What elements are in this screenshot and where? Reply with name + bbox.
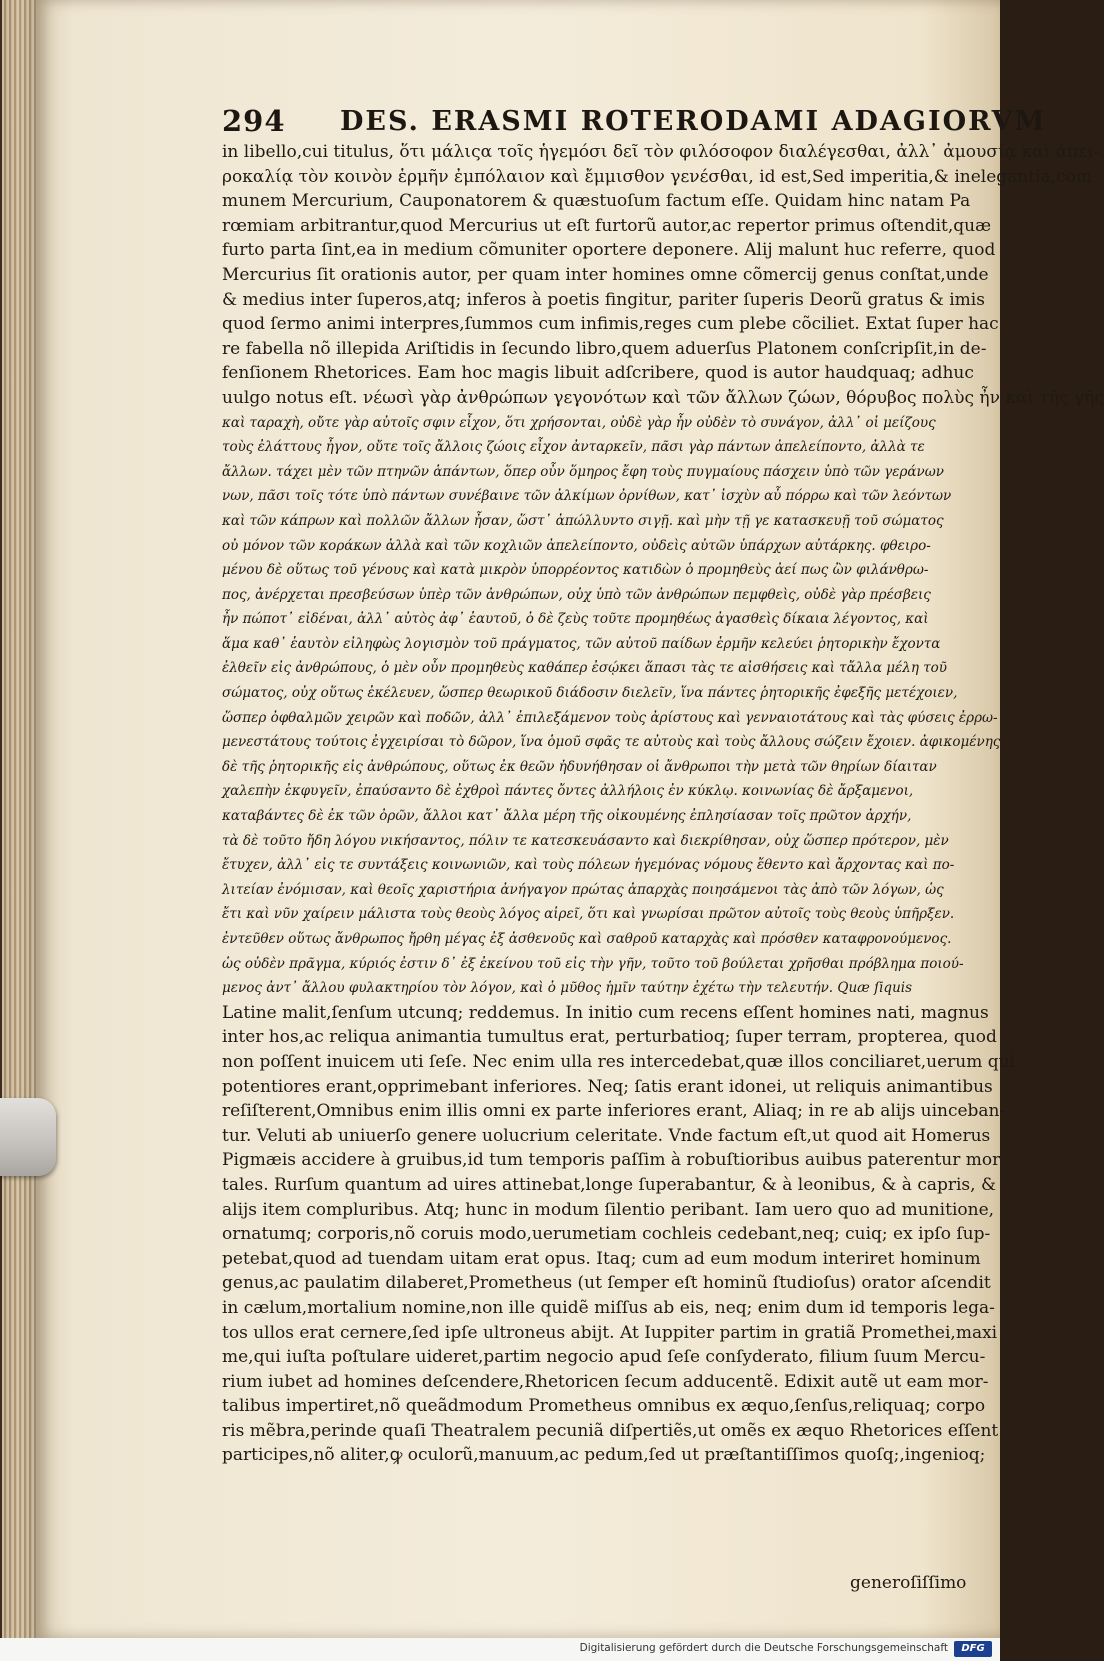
funding-credit: Digitalisierung gefördert durch die Deutsche Forschungsgemeinschaft: [579, 1642, 948, 1654]
page-header: [222, 104, 1047, 140]
greek-line: νων, πᾶσι τοῖς τότε ὑπὸ πάντων συνέβαινε τῶν ἀλκίμων ὀρνίθων, κατ᾽ ἰσχὺν αὖ πόρρω καὶ τῶν λεόντων: [222, 488, 952, 505]
greek-line: ὥσπερ ὀφθαλμῶν χειρῶν καὶ ποδῶν, ἀλλ᾽ ἐπιλεξάμενον τοὺς ἀρίστους καὶ γενναιοτάτους καὶ τὰς φύσεις ἐρρω-: [222, 709, 998, 726]
greek-line: τοὺς ἐλάττους ἦγον, οὔτε τοῖς ἄλλοις ζώοις εἶχον ἀνταρκεῖν, πᾶσι γὰρ πάντων ἀπελείποντο, ἀλλὰ τε: [222, 439, 925, 456]
running-head: DES. ERASMI ROTERODAMI ADAGIORVM: [340, 106, 1047, 137]
greek-line: ὡς οὐδὲν πρᾶγμα, κύριός ἐστιν δ᾽ ἐξ ἐκείνου τοῦ εἰς τὴν γῆν, τοῦτο τοῦ βούλεται χρῆσθαι πρόβλημα ποιού-: [222, 955, 964, 972]
text-line: quod ſermo animi interpres,ſummos cum infimis,reges cum plebe cõciliet. Extat ſuper hac: [222, 314, 999, 335]
text-line: tales. Rurſum quantum ad uires attinebat,longe ſuperabantur, & à leonibus, & à capris, &: [222, 1174, 997, 1195]
text-line: furto parta ſint,ea in medium cõmuniter oportere deponere. Alij malunt huc referre, quod: [222, 240, 996, 261]
text-block: [222, 140, 1104, 1468]
text-line: tur. Veluti ab uniuerſo genere uolucrium celeritate. Vnde factum eſt,ut quod ait Homerus: [222, 1125, 991, 1146]
greek-line: ἔτυχεν, ἀλλ᾽ εἰς τε συντάξεις κοινωνιῶν, καὶ τοὺς πόλεων ἡγεμόνας νόμους ἔθεντο καὶ ἄρχοντας καὶ πο-: [222, 857, 955, 874]
greek-line: λιτείαν ἐνόμισαν, καὶ θεοῖς χαριστήρια ἀνήγαγον πρώτας ἀπαρχὰς ποιησάμενοι τὰς ἀπὸ τῶν λόγων, ὡς: [222, 881, 944, 898]
text-line: re fabella nõ illepida Ariſtidis in ſecundo libro,quem aduerſus Platonem conſcripſit,in de-: [222, 338, 987, 359]
greek-line: μένου δὲ οὕτως τοῦ γένους καὶ κατὰ μικρὸν ὑπορρέοντος κατιδὼν ὁ προμηθεὺς ἀεί πως ὢν φιλάνθρω-: [222, 562, 929, 579]
text-line: in cælum,mortalium nomine,non ille quidẽ miſſus ab eis, neq; enim dum id temporis lega-: [222, 1297, 995, 1318]
greek-line: ἐλθεῖν εἰς ἀνθρώπους, ὁ μὲν οὖν προμηθεὺς καθάπερ ἐσῴκει ἅπασι τὰς τε αἰσθήσεις καὶ τἄλλα μέλη τοῦ: [222, 660, 948, 677]
greek-line: σώματος, οὐχ οὕτως ἐκέλευεν, ὥσπερ θεωρικοῦ διάδοσιν διελεῖν, ἵνα πάντες ῥητορικῆς ἐφεξῆς μετέχοιεν,: [222, 685, 958, 702]
text-line: uulgo notus eſt. νέωσὶ γὰρ ἀνθρώπων γεγονότων καὶ τῶν ἄλλων ζώων, θόρυβος πολὺς ἦν καὶ τῆς γῆς: [222, 387, 1104, 408]
text-line: rœmiam arbitrantur,quod Mercurius ut eſt furtorũ autor,ac repertor primus oſtendit,quæ: [222, 215, 992, 236]
greek-line: οὐ μόνον τῶν κοράκων ἀλλὰ καὶ τῶν κοχλιῶν ἀπελείποντο, οὐδεὶς αὐτῶν ὑπάρχων αὐτάρκης. φθειρο-: [222, 537, 931, 554]
text-line: non poſſent inuicem uti ſeſe. Nec enim ulla res intercedebat,quæ illos conciliaret,uerum qui: [222, 1051, 1016, 1072]
greek-line: καὶ τῶν κάπρων καὶ πολλῶν ἄλλων ἦσαν, ὥστ᾽ ἀπώλλυντο σιγῇ. καὶ μὴν τῇ γε κατασκευῇ τοῦ σώματος: [222, 512, 944, 529]
text-line: talibus impertiret,nõ queãdmodum Prometheus omnibus ex æquo,ſenſus,reliquaq; corpo: [222, 1396, 986, 1417]
page-number: 294: [222, 104, 286, 138]
greek-line: μενεστάτους τούτοις ἐγχειρίσαι τὸ δῶρον, ἵνα ὁμοῦ σφᾶς τε αὐτοὺς καὶ τοὺς ἄλλους σώζειν ἔχοιεν. ἀφικομένης: [222, 734, 1001, 751]
text-line: Mercurius ſit orationis autor, per quam inter homines omne cõmercij genus conſtat,unde: [222, 264, 989, 285]
text-line: tos ullos erat cernere,ſed ipſe ultroneus abijt. At Iuppiter partim in gratiã Promethei,maxi: [222, 1322, 998, 1343]
text-line: fenſionem Rhetorices. Eam hoc magis libuit adſcribere, quod is autor haudquaq; adhuc: [222, 363, 974, 384]
catchword: generoſiſſimo: [850, 1573, 967, 1593]
text-line: munem Mercurium, Cauponatorem & quæstuoſum factum eſſe. Quidam hinc natam Pa: [222, 191, 971, 212]
greek-passage: [222, 411, 1001, 1001]
text-line: potentiores erant,opprimebant inferiores. Neq; ſatis erant idonei, ut reliquis animantibus: [222, 1076, 993, 1097]
greek-line: τὰ δὲ τοῦτο ἤδη λόγου νικήσαντος, πόλιν τε κατεσκευάσαντο καὶ διεκρίθησαν, οὐχ ὥσπερ πρότερον, μὲν: [222, 832, 949, 849]
greek-line: καταβάντες δὲ ἐκ τῶν ὀρῶν, ἄλλοι κατ᾽ ἄλλα μέρη τῆς οἰκουμένης ἐπλησίασαν τοῖς πρῶτον ἀρχήν,: [222, 808, 912, 825]
greek-line: ἦν πώποτ᾽ εἰδέναι, ἀλλ᾽ αὐτὸς ἀφ᾽ ἑαυτοῦ, ὁ δὲ ζεὺς τοῦτε προμηθέως ἀγασθεὶς δίκαια λέγοντος, καὶ: [222, 611, 929, 628]
text-line: reſiſterent,Omnibus enim illis omni ex parte inferiores erant, Aliaq; in re ab alijs uinceban-: [222, 1101, 1006, 1122]
text-line: Latine malit,ſenſum utcunq; reddemus. In initio cum recens eſſent homines nati, magnus: [222, 1002, 989, 1023]
latin-translation: [222, 1001, 1016, 1468]
greek-line: μενος ἀντ᾽ ἄλλου φυλακτηρίου τὸν λόγον, καὶ ὁ μῦθος ἡμῖν ταύτην ἐχέτω τὴν τελευτήν. Quæ ſiquis: [222, 980, 913, 997]
greek-line: ἐντεῦθεν οὕτως ἄνθρωπος ἤρθη μέγας ἐξ ἀσθενοῦς καὶ σαθροῦ καταρχὰς καὶ πρόσθεν καταφρονούμενος.: [222, 931, 952, 947]
text-line: ris mẽbra,perinde quaſi Theatralem pecuniã diſpertiẽs,ut omẽs ex æquo Rhetorices eſſent: [222, 1420, 999, 1441]
text-line: inter hos,ac reliqua animantia tumultus erat, perturbatioq; ſuper terram, propterea, quod: [222, 1027, 997, 1048]
greek-line: ἅμα καθ᾽ ἑαυτὸν εἰληφὼς λογισμὸν τοῦ πράγματος, τῶν αὐτοῦ παίδων ἑρμῆν κελεύει ῥητορικὴν ἔχοντα: [222, 635, 941, 652]
greek-line: πος, ἀνέρχεται πρεσβεύσων ὑπὲρ τῶν ἀνθρώπων, οὐχ ὑπὸ τῶν ἀνθρώπων πεμφθεὶς, οὐδὲ γὰρ πρέσβεις: [222, 586, 931, 603]
greek-line: ἄλλων. τάχει μὲν τῶν πτηνῶν ἁπάντων, ὅπερ οὖν ὅμηρος ἔφη τοὺς πυγμαίους πάσχειν ὑπὸ τῶν γεράνων: [222, 463, 944, 480]
text-line: genus,ac paulatim dilaberet,Prometheus (ut ſemper eſt hominũ ſtudioſus) orator aſcendit: [222, 1273, 991, 1294]
latin-intro: [222, 140, 1104, 411]
text-line: in libello,cui titulus, ὅτι μάλιςα τοῖς ἡγεμόσι δεῖ τὸν φιλόσοφον διαλέγεσθαι, ἀλλ᾽ ἀμουσίᾳ καὶ ἀπει-: [222, 142, 1100, 162]
text-line: me,qui iuſta poſtulare uideret,partim negocio apud ſeſe conſyderato, filium ſuum Mercu-: [222, 1347, 986, 1368]
page-stack-edge: [2, 0, 38, 1661]
text-line: Pigmæis accidere à gruibus,id tum temporis paſſim à robuſtioribus auibus paterentur mor: [222, 1150, 1001, 1171]
text-line: petebat,quod ad tuendam uitam erat opus. Itaq; cum ad eum modum interiret hominum: [222, 1248, 981, 1269]
greek-line: χαλεπὴν ἐκφυγεῖν, ἐπαύσαντο δὲ ἐχθροὶ πάντες ὄντες ἀλλήλοις ἐν κύκλῳ. κοινωνίας δὲ ἄρξαμενοι,: [222, 783, 914, 800]
dfg-logo: DFG: [954, 1641, 992, 1657]
text-line: participes,nõ aliter,ꝙ oculorũ,manuum,ac pedum,ſed ut præſtantiſſimos quoſq;,ingenioq;: [222, 1445, 986, 1466]
text-line: rium iubet ad homines deſcendere,Rhetoricen ſecum adducentẽ. Edixit autẽ ut eam mor-: [222, 1371, 989, 1392]
digitization-footer: [0, 1638, 1000, 1661]
greek-line: δὲ τῆς ῥητορικῆς εἰς ἀνθρώπους, οὕτως ἐκ θεῶν ἠδυνήθησαν οἱ ἄνθρωποι τὴν μετὰ τῶν θηρίων δίαιταν: [222, 758, 937, 775]
text-line: ornatumq; corporis,nõ coruis modo,uerumetiam cochleis cedebant,neq; cuiq; ex ipſo ſup-: [222, 1224, 991, 1245]
text-line: ροκαλίᾳ τὸν κοινὸν ἑρμῆν ἐμπόλαιον καὶ ἔμμισθον γενέσθαι, id est,Sed imperitia,& inelegantia,com: [222, 166, 1092, 187]
text-line: & medius inter ſuperos,atq; inferos à poetis fingitur, pariter ſuperis Deorũ gratus & imis: [222, 289, 985, 310]
greek-line: καὶ ταραχὴ, οὔτε γὰρ αὐτοῖς σφιν εἶχον, ὅτι χρήσονται, οὐδὲ γὰρ ἦν οὐδὲν τὸ συνάγον, ἀλλ᾽ οἱ μείζους: [222, 414, 936, 431]
page-clip: [0, 1098, 56, 1176]
greek-line: ἔτι καὶ νῦν χαίρειν μάλιστα τοὺς θεοὺς λόγος αἱρεῖ, ὅτι καὶ γνωρίσαι πρῶτον αὐτοῖς τοὺς θεοὺς ὑπῆρξεν.: [222, 906, 955, 923]
text-line: alijs item compluribus. Atq; hunc in modum ſilentio peribant. Iam uero quo ad munitione,: [222, 1199, 995, 1220]
